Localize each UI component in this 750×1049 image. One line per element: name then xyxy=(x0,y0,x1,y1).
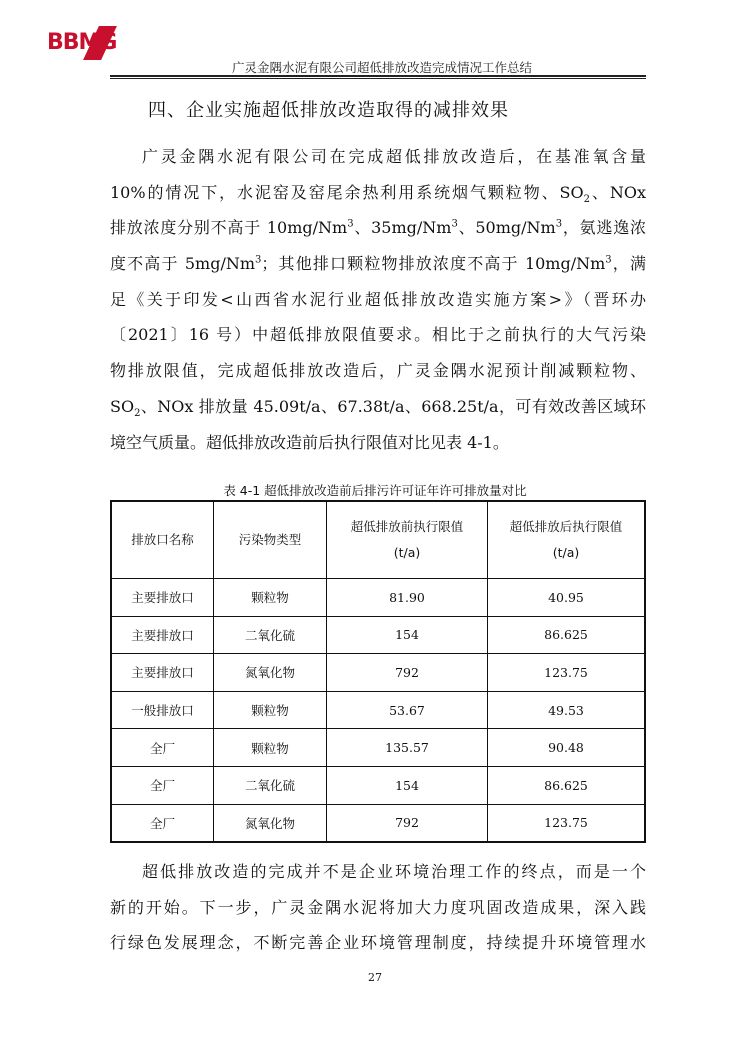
cell-before: 53.67 xyxy=(327,691,488,729)
table-row xyxy=(111,729,645,767)
paragraph-line: 足《关于印发<山西省水泥行业超低排放改造实施方案>》（晋环办 xyxy=(110,289,646,309)
cell-after: 40.95 xyxy=(488,579,646,617)
cell-after: 49.53 xyxy=(488,691,646,729)
header-before: 超低排放前执行限值 (t/a) xyxy=(327,501,488,579)
cell-before: 792 xyxy=(327,654,488,692)
paragraph-line: $SO_2$、NOx 排放量 45.09t/a、67.38t/a、668.25t/a，可有效改善区域环 xyxy=(110,396,646,419)
cell-after: 86.625 xyxy=(488,616,646,654)
cell-before: 792 xyxy=(327,804,488,842)
paragraph-line: 排放浓度分别不高于 10mg/Nm$^3$、35mg/Nm$^3$、50mg/Nm$^3$，氨逃逸浓 xyxy=(110,218,646,238)
paragraph-line: 度不高于 5mg/Nm$^3$；其他排口颗粒物排放浓度不高于 10mg/Nm$^3$，满 xyxy=(110,254,646,274)
header-after: 超低排放后执行限值 (t/a) xyxy=(488,501,646,579)
section-heading: 四、企业实施超低排放改造取得的减排效果 xyxy=(148,100,509,121)
cell-outlet: 主要排放口 xyxy=(111,654,214,692)
cell-after: 86.625 xyxy=(488,766,646,804)
logo-text: BBMG xyxy=(47,30,117,55)
table-row xyxy=(111,804,645,842)
cell-pollutant: 颗粒物 xyxy=(214,579,327,617)
paragraph-line: 超低排放改造的完成并不是企业环境治理工作的终点，而是一个 xyxy=(142,862,646,881)
cell-before: 154 xyxy=(327,616,488,654)
cell-pollutant: 二氧化硫 xyxy=(214,616,327,654)
table-row xyxy=(111,766,645,804)
cell-before: 81.90 xyxy=(327,579,488,617)
paragraph-line: 〔2021〕16 号）中超低排放限值要求。相比于之前执行的大气污染 xyxy=(110,325,646,345)
cell-pollutant: 氮氧化物 xyxy=(214,654,327,692)
cell-pollutant: 颗粒物 xyxy=(214,691,327,729)
table-row xyxy=(111,691,645,729)
paragraph-next-steps xyxy=(110,854,646,961)
bbmg-logo xyxy=(47,30,139,56)
table-caption: 表 4-1 超低排放改造前后排污许可证年许可排放量对比 xyxy=(223,483,527,498)
cell-pollutant: 二氧化硫 xyxy=(214,766,327,804)
table-row xyxy=(111,654,645,692)
cell-outlet: 主要排放口 xyxy=(111,616,214,654)
header-rule-thin xyxy=(110,78,646,79)
cell-outlet: 全厂 xyxy=(111,766,214,804)
cell-outlet: 全厂 xyxy=(111,729,214,767)
paragraph-results xyxy=(110,139,646,460)
paragraph-line: 行绿色发展理念，不断完善企业环境管理制度，持续提升环境管理水 xyxy=(110,933,646,953)
cell-pollutant: 颗粒物 xyxy=(214,729,327,767)
cell-outlet: 一般排放口 xyxy=(111,691,214,729)
cell-outlet: 主要排放口 xyxy=(111,579,214,617)
table-row xyxy=(111,579,645,617)
header-rule xyxy=(110,75,646,77)
emission-comparison-table xyxy=(110,500,646,843)
header-pollutant: 污染物类型 xyxy=(214,501,327,579)
table-header-row xyxy=(111,501,645,579)
header-outlet: 排放口名称 xyxy=(111,501,214,579)
paragraph-line: 10%的情况下，水泥窑及窑尾余热利用系统烟气颗粒物、$SO_2$、NOx xyxy=(110,182,646,205)
cell-pollutant: 氮氧化物 xyxy=(214,804,327,842)
running-header-title: 广灵金隅水泥有限公司超低排放改造完成情况工作总结 xyxy=(232,60,533,75)
cell-after: 90.48 xyxy=(488,729,646,767)
cell-before: 135.57 xyxy=(327,729,488,767)
cell-after: 123.75 xyxy=(488,804,646,842)
table-row xyxy=(111,616,645,654)
paragraph-line: 广灵金隅水泥有限公司在完成超低排放改造后，在基准氧含量 xyxy=(142,147,646,166)
cell-outlet: 全厂 xyxy=(111,804,214,842)
cell-before: 154 xyxy=(327,766,488,804)
cell-after: 123.75 xyxy=(488,654,646,692)
paragraph-line: 物排放限值，完成超低排放改造后，广灵金隅水泥预计削减颗粒物、 xyxy=(110,361,646,381)
paragraph-line: 境空气质量。超低排放改造前后执行限值对比见表 4-1。 xyxy=(110,432,509,452)
page-number: 27 xyxy=(368,971,382,984)
paragraph-line: 新的开始。下一步，广灵金隅水泥将加大力度巩固改造成果，深入践 xyxy=(110,897,646,917)
